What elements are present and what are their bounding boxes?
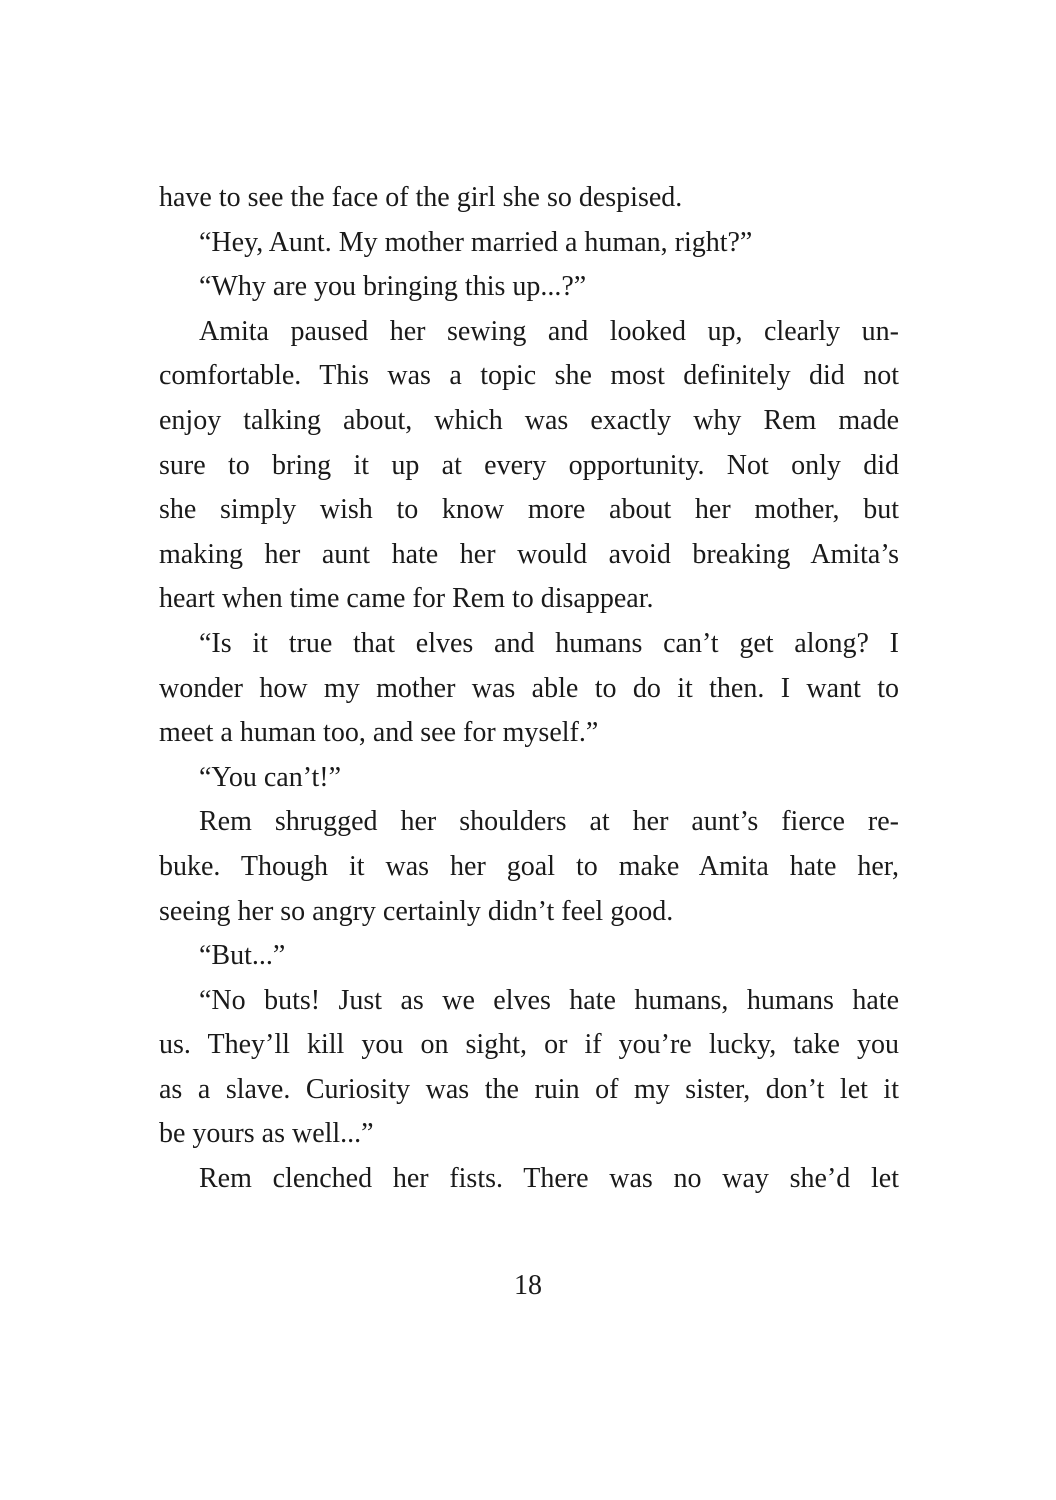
text-line: “But...” (199, 940, 286, 972)
text-line: comfortable. This was a topic she most definitely did not (159, 360, 899, 392)
text-line: buke. Though it was her goal to make Amita hate her, (159, 850, 899, 882)
text-line: Rem shrugged her shoulders at her aunt’s fierce re- (199, 806, 899, 838)
text-line: “You can’t!” (199, 761, 342, 793)
text-line: meet a human too, and see for myself.” (159, 717, 599, 749)
text-line: Amita paused her sewing and looked up, clearly un- (199, 315, 899, 347)
text-line: be yours as well...” (159, 1118, 374, 1150)
text-line: making her aunt hate her would avoid breaking Amita’s (159, 538, 899, 570)
text-line: “Why are you bringing this up...?” (199, 271, 587, 303)
text-line: as a slave. Curiosity was the ruin of my sister, don’t let it (159, 1073, 899, 1105)
body-text (159, 176, 899, 1202)
text-line: heart when time came for Rem to disappear. (159, 583, 654, 615)
text-line: “Hey, Aunt. My mother married a human, right?” (199, 226, 753, 258)
text-line: she simply wish to know more about her mother, but (159, 494, 899, 526)
text-line: “Is it true that elves and humans can’t get along? I (199, 627, 899, 659)
text-line: Rem clenched her fists. There was no way she’d let (199, 1163, 899, 1195)
text-line: enjoy talking about, which was exactly why Rem made (159, 404, 899, 436)
text-line: seeing her so angry certainly didn’t feel good. (159, 895, 674, 927)
page-number: 18 (514, 1270, 542, 1301)
text-line: wonder how my mother was able to do it then. I want to (159, 672, 899, 704)
text-line: “No buts! Just as we elves hate humans, humans hate (199, 984, 899, 1016)
text-line: have to see the face of the girl she so despised. (159, 182, 683, 213)
text-line: us. They’ll kill you on sight, or if you’re lucky, take you (159, 1029, 899, 1061)
text-line: sure to bring it up at every opportunity. Not only did (159, 449, 899, 481)
